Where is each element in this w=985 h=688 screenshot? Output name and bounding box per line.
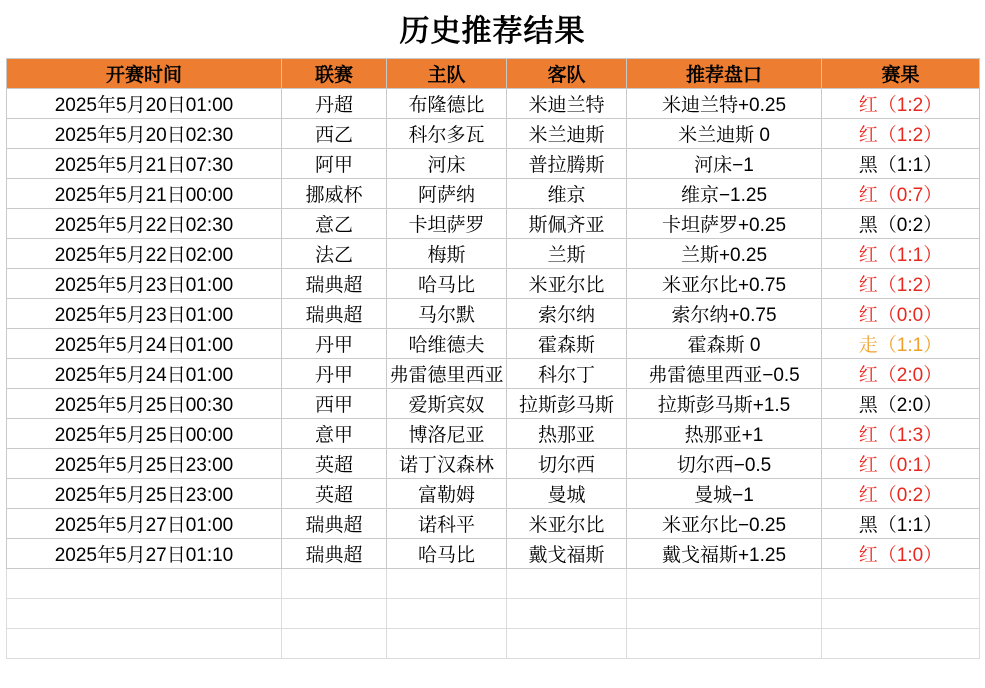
cell-pick: 米亚尔比−0.25 [627, 509, 822, 539]
cell-time: 2025年5月27日01:10 [7, 539, 282, 569]
cell-pick: 索尔纳+0.75 [627, 299, 822, 329]
cell-pick: 维京−1.25 [627, 179, 822, 209]
cell-league: 西甲 [282, 389, 387, 419]
cell-result: 黑（2:0） [822, 389, 980, 419]
cell-pick: 霍森斯 0 [627, 329, 822, 359]
table-row [7, 209, 980, 239]
cell-empty [7, 629, 282, 659]
cell-home: 布隆德比 [387, 89, 507, 119]
cell-league: 瑞典超 [282, 539, 387, 569]
table-header [7, 59, 980, 89]
recommendation-history-table [6, 58, 980, 659]
table-header-row [7, 59, 980, 89]
cell-league: 丹超 [282, 89, 387, 119]
cell-time: 2025年5月24日01:00 [7, 359, 282, 389]
column-header-result: 赛果 [822, 59, 980, 89]
cell-home: 爱斯宾奴 [387, 389, 507, 419]
cell-result: 黑（1:1） [822, 509, 980, 539]
cell-time: 2025年5月25日23:00 [7, 449, 282, 479]
column-header-pick: 推荐盘口 [627, 59, 822, 89]
cell-result: 红（0:2） [822, 479, 980, 509]
cell-league: 英超 [282, 449, 387, 479]
cell-away: 米亚尔比 [507, 269, 627, 299]
cell-away: 索尔纳 [507, 299, 627, 329]
cell-time: 2025年5月22日02:00 [7, 239, 282, 269]
cell-time: 2025年5月21日00:00 [7, 179, 282, 209]
cell-home: 诺丁汉森林 [387, 449, 507, 479]
table-container [0, 58, 985, 659]
cell-empty [507, 629, 627, 659]
cell-result: 红（1:2） [822, 119, 980, 149]
cell-league: 丹甲 [282, 329, 387, 359]
table-empty-row [7, 599, 980, 629]
cell-league: 阿甲 [282, 149, 387, 179]
table-row [7, 359, 980, 389]
cell-time: 2025年5月21日07:30 [7, 149, 282, 179]
cell-home: 博洛尼亚 [387, 419, 507, 449]
cell-pick: 切尔西−0.5 [627, 449, 822, 479]
table-row [7, 89, 980, 119]
cell-empty [387, 569, 507, 599]
cell-home: 卡坦萨罗 [387, 209, 507, 239]
cell-home: 科尔多瓦 [387, 119, 507, 149]
table-row [7, 269, 980, 299]
cell-away: 科尔丁 [507, 359, 627, 389]
cell-time: 2025年5月20日01:00 [7, 89, 282, 119]
cell-pick: 卡坦萨罗+0.25 [627, 209, 822, 239]
cell-empty [7, 599, 282, 629]
cell-empty [387, 599, 507, 629]
cell-pick: 弗雷德里西亚−0.5 [627, 359, 822, 389]
table-row [7, 539, 980, 569]
cell-league: 瑞典超 [282, 509, 387, 539]
cell-empty [282, 599, 387, 629]
table-empty-row [7, 629, 980, 659]
cell-result: 黑（1:1） [822, 149, 980, 179]
cell-away: 拉斯彭马斯 [507, 389, 627, 419]
cell-league: 意乙 [282, 209, 387, 239]
cell-away: 热那亚 [507, 419, 627, 449]
cell-time: 2025年5月23日01:00 [7, 269, 282, 299]
cell-pick: 拉斯彭马斯+1.5 [627, 389, 822, 419]
cell-result: 红（1:2） [822, 89, 980, 119]
cell-home: 河床 [387, 149, 507, 179]
cell-result: 红（1:2） [822, 269, 980, 299]
column-header-home: 主队 [387, 59, 507, 89]
cell-time: 2025年5月25日00:30 [7, 389, 282, 419]
table-row [7, 419, 980, 449]
cell-pick: 米兰迪斯 0 [627, 119, 822, 149]
cell-league: 瑞典超 [282, 269, 387, 299]
cell-empty [627, 629, 822, 659]
table-row [7, 449, 980, 479]
cell-time: 2025年5月25日00:00 [7, 419, 282, 449]
page-title: 历史推荐结果 [399, 15, 586, 48]
cell-league: 意甲 [282, 419, 387, 449]
cell-empty [627, 569, 822, 599]
cell-pick: 米亚尔比+0.75 [627, 269, 822, 299]
cell-league: 法乙 [282, 239, 387, 269]
cell-time: 2025年5月27日01:00 [7, 509, 282, 539]
cell-home: 富勒姆 [387, 479, 507, 509]
cell-away: 米亚尔比 [507, 509, 627, 539]
cell-pick: 兰斯+0.25 [627, 239, 822, 269]
cell-time: 2025年5月23日01:00 [7, 299, 282, 329]
cell-empty [387, 629, 507, 659]
cell-away: 米兰迪斯 [507, 119, 627, 149]
cell-pick: 米迪兰特+0.25 [627, 89, 822, 119]
table-row [7, 509, 980, 539]
table-row [7, 479, 980, 509]
table-row [7, 149, 980, 179]
cell-empty [507, 569, 627, 599]
cell-time: 2025年5月25日23:00 [7, 479, 282, 509]
cell-empty [282, 569, 387, 599]
table-row [7, 389, 980, 419]
cell-league: 英超 [282, 479, 387, 509]
cell-time: 2025年5月24日01:00 [7, 329, 282, 359]
cell-pick: 曼城−1 [627, 479, 822, 509]
cell-result: 红（1:3） [822, 419, 980, 449]
table-body [7, 89, 980, 659]
cell-empty [507, 599, 627, 629]
cell-away: 戴戈福斯 [507, 539, 627, 569]
table-empty-row [7, 569, 980, 599]
table-row [7, 179, 980, 209]
cell-away: 维京 [507, 179, 627, 209]
cell-league: 西乙 [282, 119, 387, 149]
cell-result: 红（0:7） [822, 179, 980, 209]
cell-result: 红（1:0） [822, 539, 980, 569]
cell-home: 哈马比 [387, 539, 507, 569]
cell-empty [7, 569, 282, 599]
cell-away: 米迪兰特 [507, 89, 627, 119]
column-header-league: 联赛 [282, 59, 387, 89]
cell-away: 霍森斯 [507, 329, 627, 359]
cell-pick: 热那亚+1 [627, 419, 822, 449]
table-row [7, 119, 980, 149]
cell-home: 哈维德夫 [387, 329, 507, 359]
cell-time: 2025年5月22日02:30 [7, 209, 282, 239]
cell-result: 红（0:1） [822, 449, 980, 479]
cell-away: 切尔西 [507, 449, 627, 479]
cell-league: 瑞典超 [282, 299, 387, 329]
cell-empty [822, 569, 980, 599]
column-header-time: 开赛时间 [7, 59, 282, 89]
cell-league: 挪威杯 [282, 179, 387, 209]
cell-home: 诺科平 [387, 509, 507, 539]
cell-result: 红（1:1） [822, 239, 980, 269]
cell-result: 黑（0:2） [822, 209, 980, 239]
cell-result: 红（2:0） [822, 359, 980, 389]
cell-home: 哈马比 [387, 269, 507, 299]
cell-away: 普拉腾斯 [507, 149, 627, 179]
cell-league: 丹甲 [282, 359, 387, 389]
cell-away: 兰斯 [507, 239, 627, 269]
column-header-away: 客队 [507, 59, 627, 89]
cell-empty [822, 629, 980, 659]
cell-away: 曼城 [507, 479, 627, 509]
cell-home: 梅斯 [387, 239, 507, 269]
table-row [7, 299, 980, 329]
table-row [7, 329, 980, 359]
cell-pick: 河床−1 [627, 149, 822, 179]
cell-result: 走（1:1） [822, 329, 980, 359]
cell-pick: 戴戈福斯+1.25 [627, 539, 822, 569]
cell-home: 弗雷德里西亚 [387, 359, 507, 389]
cell-home: 马尔默 [387, 299, 507, 329]
cell-away: 斯佩齐亚 [507, 209, 627, 239]
cell-home: 阿萨纳 [387, 179, 507, 209]
cell-result: 红（0:0） [822, 299, 980, 329]
cell-empty [627, 599, 822, 629]
cell-time: 2025年5月20日02:30 [7, 119, 282, 149]
cell-empty [822, 599, 980, 629]
cell-empty [282, 629, 387, 659]
table-row [7, 239, 980, 269]
